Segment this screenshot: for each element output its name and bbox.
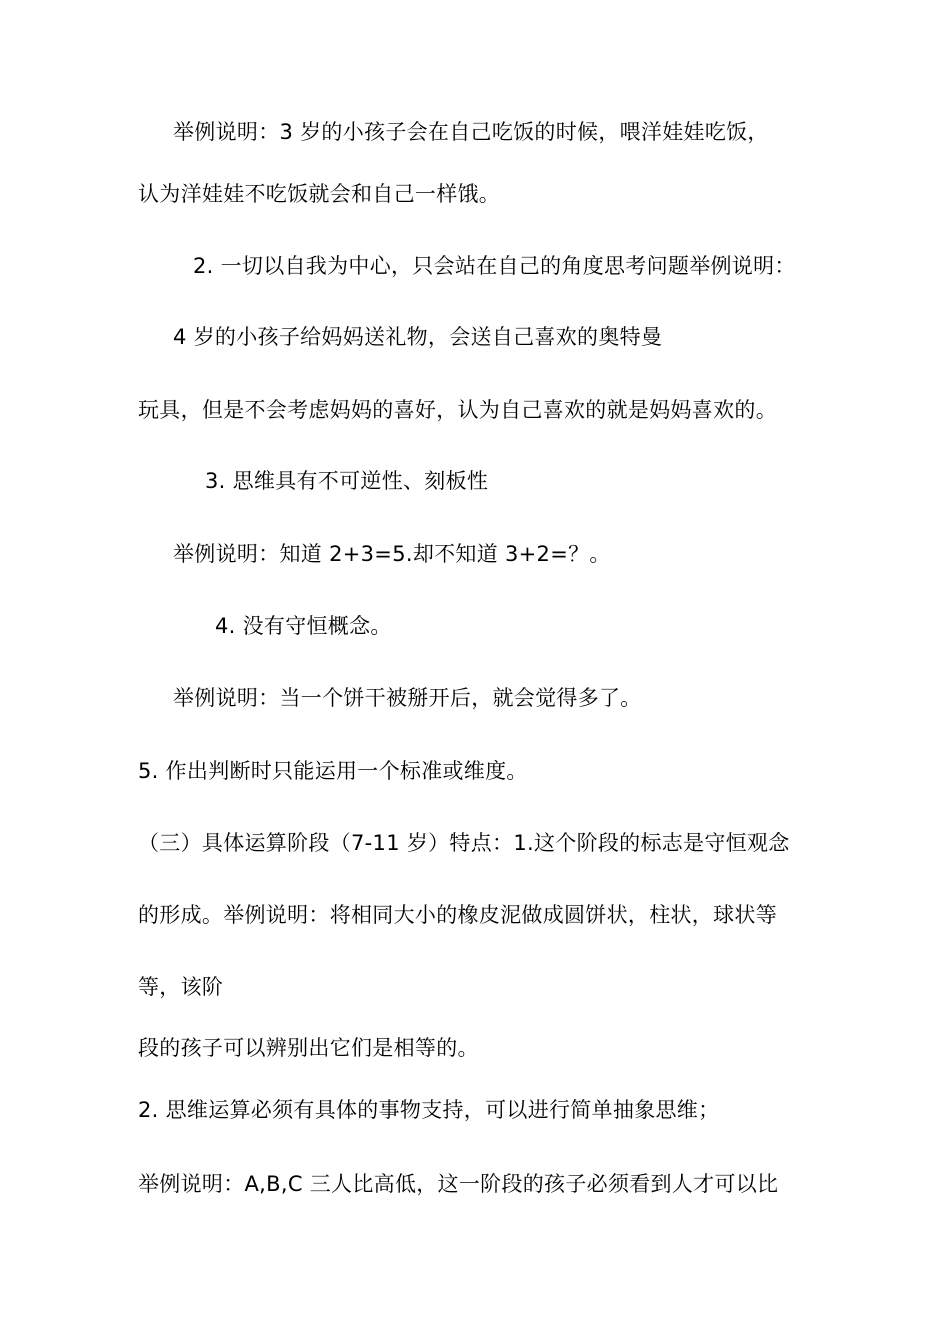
paragraph-line: 举例说明：当一个饼干被掰开后，就会觉得多了。	[173, 686, 642, 710]
paragraph-line: 认为洋娃娃不吃饭就会和自己一样饿。	[138, 182, 501, 206]
paragraph-line: 举例说明：3 岁的小孩子会在自己吃饭的时候，喂洋娃娃吃饭，	[173, 120, 769, 144]
list-item-heading: 4. 没有守恒概念。	[215, 614, 392, 638]
paragraph-line: 4 岁的小孩子给妈妈送礼物，会送自己喜欢的奥特曼	[173, 325, 663, 349]
paragraph-line: 2. 一切以自我为中心，只会站在自己的角度思考问题举例说明：	[193, 254, 796, 278]
list-item-heading: 2. 思维运算必须有具体的事物支持，可以进行简单抽象思维；	[138, 1098, 720, 1122]
paragraph-line: 玩具，但是不会考虑妈妈的喜好，认为自己喜欢的就是妈妈喜欢的。	[138, 398, 777, 422]
list-item-heading: 5. 作出判断时只能运用一个标准或维度。	[138, 759, 528, 783]
paragraph-line: 的形成。举例说明：将相同大小的橡皮泥做成圆饼状，柱状，球状等	[138, 903, 777, 927]
paragraph-line: 举例说明：A,B,C 三人比高低，这一阶段的孩子必须看到人才可以比	[138, 1172, 779, 1196]
paragraph-line: 举例说明：知道 2+3=5.却不知道 3+2=？。	[173, 542, 611, 566]
list-item-heading: 3. 思维具有不可逆性、刻板性	[205, 469, 489, 493]
paragraph-line: 等，该阶	[138, 975, 224, 999]
paragraph-line: 段的孩子可以辨别出它们是相等的。	[138, 1036, 479, 1060]
section-heading: （三）具体运算阶段（7-11 岁）特点：1.这个阶段的标志是守恒观念	[138, 831, 790, 855]
